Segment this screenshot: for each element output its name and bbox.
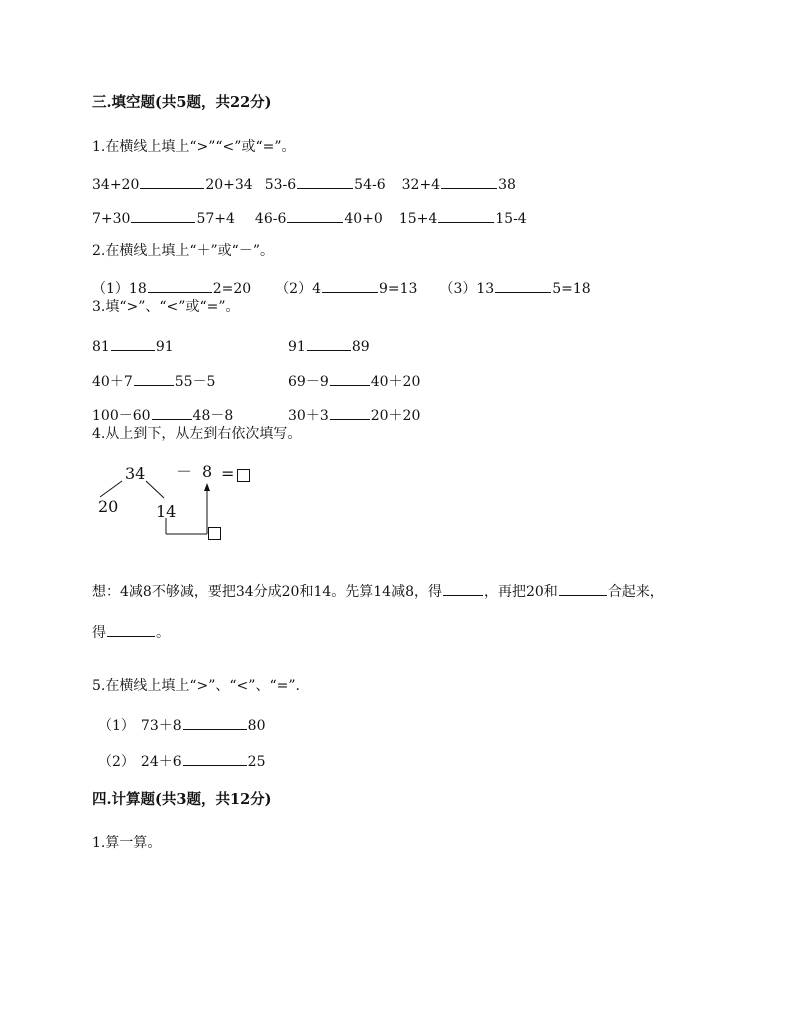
q3-row-3-left	[92, 405, 233, 425]
q3-r2-c: 69－9	[288, 374, 329, 390]
q1-prompt: 1.在横线上填上“>”“<”或“=”。	[92, 139, 296, 155]
q2-item-3a: （3）13	[439, 281, 495, 297]
q1-r2-e6: 15-4	[495, 211, 527, 227]
answer-blank[interactable]	[131, 208, 195, 223]
q3-row-2-left	[92, 371, 215, 391]
answer-blank[interactable]	[322, 278, 378, 293]
answer-blank[interactable]	[183, 715, 247, 730]
q1-r1-e1: 34+20	[92, 177, 140, 193]
q3-r3-a: 100－60	[92, 408, 151, 424]
q5-prompt: 5.在横线上填上“>”、“<”、“=”.	[92, 678, 300, 694]
q1-r2-e2: 57+4	[196, 211, 235, 227]
answer-blank[interactable]	[438, 208, 494, 223]
number-part-right: 14	[156, 502, 177, 521]
answer-blank[interactable]	[107, 622, 155, 637]
answer-blank[interactable]	[134, 371, 174, 386]
q4-think-text-b: ，再把20和	[483, 584, 558, 600]
q5-i2-num: （2）	[98, 754, 135, 770]
q3-row-3-right	[288, 405, 420, 425]
branch-right-line	[146, 481, 164, 498]
q5-i1-val: 80	[247, 718, 266, 734]
answer-blank[interactable]	[443, 581, 483, 596]
q3-r1-c: 91	[288, 339, 306, 355]
q2-prompt: 2.在横线上填上“＋”或“－”。	[92, 243, 274, 259]
q3-r1-d: 89	[351, 339, 370, 355]
q3-r2-b: 55－5	[174, 374, 216, 390]
q3-row-1-left	[92, 336, 174, 356]
q4-think-text-e: 。	[156, 625, 170, 641]
answer-blank[interactable]	[330, 371, 370, 386]
answer-blank[interactable]	[111, 336, 155, 351]
q5-i1-expr: 73＋8	[140, 718, 182, 734]
q1-r1-e4: 54-6	[354, 177, 386, 193]
minus-sign: －	[176, 462, 193, 481]
q1-r2-e3: 46-6	[254, 211, 287, 227]
q1-r2-e1: 7+30	[92, 211, 131, 227]
q1-r1-e2: 20+34	[205, 177, 253, 193]
equals-sign: =	[221, 464, 235, 483]
q1-r1-e3: 53-6	[264, 177, 297, 193]
q3-r3-b: 48－8	[192, 408, 234, 424]
q3-r1-b: 91	[155, 339, 174, 355]
q1-r1-e6: 38	[498, 177, 516, 193]
q3-r3-c: 30＋3	[288, 408, 329, 424]
answer-blank[interactable]	[297, 174, 353, 189]
result-box[interactable]	[237, 469, 250, 482]
q3-r3-d: 20＋20	[370, 408, 421, 424]
q3-r2-d: 40＋20	[370, 374, 421, 390]
q4-think-text-d: 得	[92, 625, 106, 641]
answer-blank[interactable]	[495, 278, 551, 293]
q3-prompt: 3.填“>”、“<”或“=”。	[92, 299, 240, 315]
number-subtrahend: 8	[202, 462, 213, 481]
q3-row-1-right	[288, 336, 370, 356]
answer-blank[interactable]	[287, 208, 343, 223]
q2-item-1a: （1）18	[92, 281, 147, 297]
section-3-title: 三.填空题(共5题，共22分)	[92, 94, 272, 111]
q4-think-text-a: 想：4减8不够减，要把34分成20和14。先算14减8，得	[92, 584, 442, 600]
answer-blank[interactable]	[148, 278, 212, 293]
q3-r2-a: 40＋7	[92, 374, 133, 390]
answer-blank[interactable]	[559, 581, 607, 596]
difference-box[interactable]	[208, 527, 221, 540]
answer-blank[interactable]	[307, 336, 351, 351]
answer-blank[interactable]	[330, 405, 370, 420]
branch-left-line	[100, 481, 122, 497]
q5-i1-num: （1）	[98, 718, 135, 734]
decomposition-diagram	[92, 462, 262, 548]
q4-prompt: 4.从上到下，从左到右依次填写。	[92, 426, 302, 442]
q3-r1-a: 81	[92, 339, 110, 355]
q2-item-1b: 2=20	[212, 281, 252, 297]
q5-i2-val: 25	[247, 754, 266, 770]
q3-row-2-right	[288, 371, 420, 391]
q5-i2-expr: 24＋6	[140, 754, 182, 770]
q1-r1-e5: 32+4	[401, 177, 441, 193]
arrow-head-icon	[204, 483, 210, 491]
q4-think-line-1	[92, 581, 664, 601]
section-4-title: 四.计算题(共3题，共12分)	[92, 791, 272, 808]
q5-item-1	[98, 715, 265, 735]
q1-r2-e4: 40+0	[344, 211, 383, 227]
number-part-left: 20	[98, 497, 119, 516]
number-minuend: 34	[125, 464, 146, 483]
q1-row-1	[92, 174, 516, 194]
q2-item-2a: （2）4	[275, 281, 322, 297]
answer-blank[interactable]	[441, 174, 497, 189]
answer-blank[interactable]	[183, 751, 247, 766]
q2-row	[92, 278, 591, 298]
answer-blank[interactable]	[140, 174, 204, 189]
q1-r2-e5: 15+4	[398, 211, 438, 227]
q4-think-text-c: 合起来，	[607, 584, 664, 600]
q1-row-2	[92, 208, 527, 228]
q2-item-2b: 9=13	[379, 281, 418, 297]
answer-blank[interactable]	[152, 405, 192, 420]
calc-q1-prompt: 1.算一算。	[92, 835, 162, 851]
q4-think-line-2	[92, 622, 170, 642]
q5-item-2	[98, 751, 265, 771]
q2-item-3b: 5=18	[552, 281, 591, 297]
